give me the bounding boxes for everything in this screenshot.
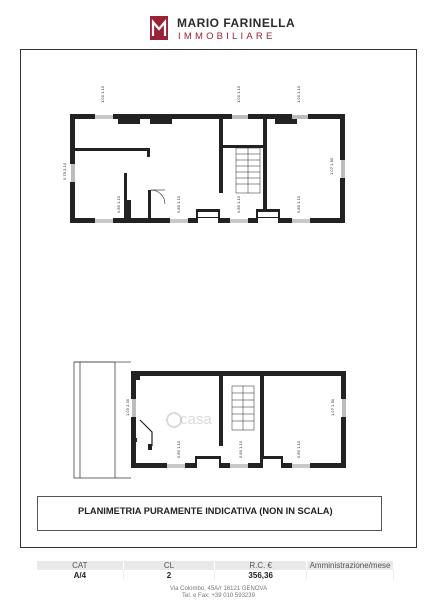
header-rc: R.C. € bbox=[215, 561, 307, 570]
dim-label: 1.00 2.00 bbox=[126, 398, 130, 416]
header-admin: Amministrazione/mese bbox=[307, 561, 394, 570]
dim-label: 1.00 1.10 bbox=[237, 85, 241, 103]
dim-label: 0.80 1.10 bbox=[177, 440, 181, 458]
dim-label: 0.80 1.10 bbox=[117, 195, 121, 213]
dim-label: 0.75 2.10 bbox=[63, 162, 67, 180]
cadastral-info-table bbox=[37, 561, 394, 580]
dim-label: 1.00 1.10 bbox=[297, 85, 301, 103]
dim-label: 0.80 1.10 bbox=[177, 195, 181, 213]
upper-floor-plan bbox=[70, 114, 345, 223]
dim-label: 1.00 1.10 bbox=[101, 85, 105, 103]
footer-address: Via Colombo, 45A/r 16121 GENOVA bbox=[169, 586, 268, 592]
value-rc: 356,36 bbox=[215, 570, 307, 580]
lower-step-wall bbox=[140, 420, 152, 446]
dim-label: 1.07 1.50 bbox=[331, 398, 335, 416]
upper-door-swing bbox=[151, 190, 165, 204]
brand-name: MARIO FARINELLA bbox=[177, 16, 296, 30]
lower-stairs bbox=[232, 386, 254, 430]
value-admin bbox=[307, 570, 394, 580]
brand-subtitle: IMMOBILIARE bbox=[178, 31, 276, 42]
header-cat: CAT bbox=[37, 561, 123, 570]
outdoor-porch bbox=[74, 362, 131, 478]
value-cat: A/4 bbox=[37, 570, 123, 580]
dim-label: 0.80 1.10 bbox=[239, 440, 243, 458]
upper-window-sills bbox=[72, 116, 344, 222]
dim-label: 1.07 1.50 bbox=[330, 157, 334, 175]
table-header-row bbox=[37, 561, 394, 570]
footer-phone: Tel. e Fax: +39 010 593239 bbox=[182, 593, 255, 599]
caption-box bbox=[37, 496, 382, 531]
header-cl: CL bbox=[123, 561, 215, 570]
value-cl: 2 bbox=[123, 570, 215, 580]
table-row bbox=[37, 570, 394, 580]
upper-openings bbox=[69, 113, 346, 224]
dim-label: 0.80 1.10 bbox=[237, 195, 241, 213]
watermark-text: casa bbox=[180, 411, 212, 428]
dim-label: 0.80 1.10 bbox=[297, 195, 301, 213]
dim-label: 0.80 1.10 bbox=[297, 440, 301, 458]
plan-caption: PLANIMETRIA PURAMENTE INDICATIVA (NON IN SCALA) bbox=[78, 506, 333, 516]
footer bbox=[0, 586, 437, 600]
plan-dimension-labels bbox=[63, 85, 335, 458]
upper-stairs bbox=[236, 148, 260, 193]
upper-window-frames bbox=[118, 119, 297, 218]
